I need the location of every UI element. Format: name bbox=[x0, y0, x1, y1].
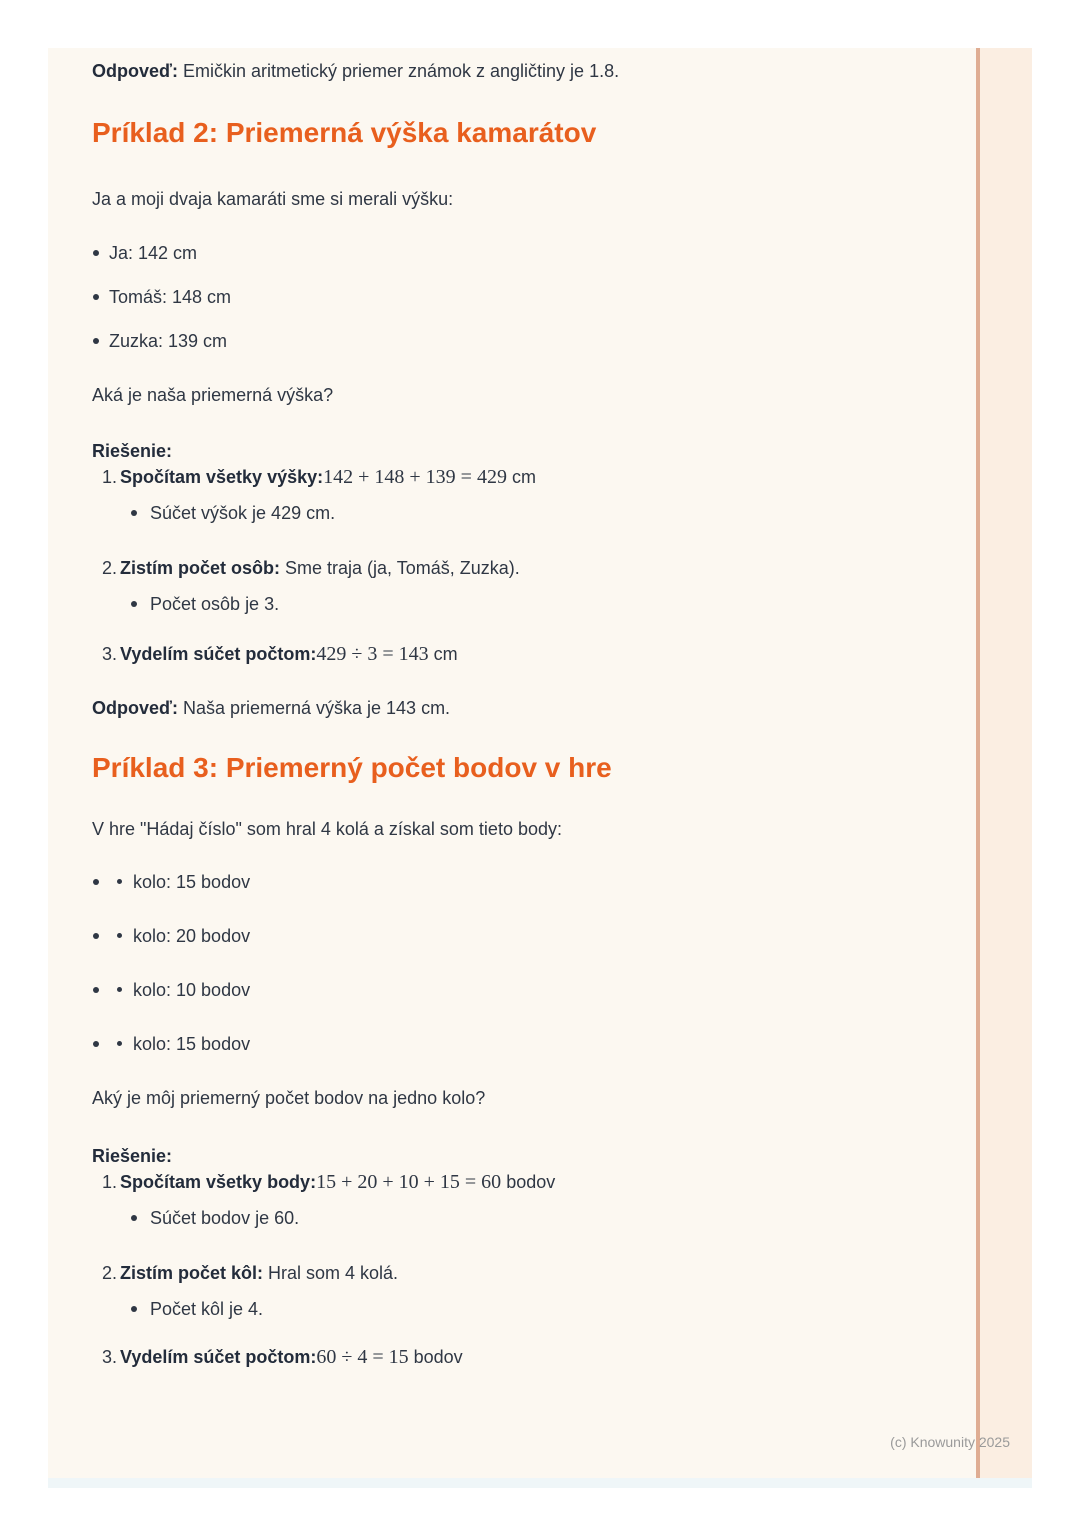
list-item-text: kolo: 15 bodov bbox=[133, 872, 251, 892]
step-number: 1. bbox=[102, 1172, 118, 1192]
step-label: Spočítam všetky body: bbox=[120, 1172, 317, 1192]
step-line bbox=[120, 1260, 962, 1286]
solution-label-text: Riešenie: bbox=[92, 1146, 173, 1166]
solution-step bbox=[102, 641, 962, 667]
step-line bbox=[120, 464, 962, 490]
step-text: Hral som 4 kolá. bbox=[263, 1263, 399, 1283]
step-number: 2. bbox=[102, 1263, 118, 1283]
example2-height-list bbox=[92, 240, 962, 354]
bullet-marker bbox=[93, 879, 99, 885]
list-item bbox=[92, 240, 962, 266]
answer-label: Odpoveď: bbox=[92, 698, 178, 718]
step-body bbox=[120, 1169, 962, 1231]
example2-intro: Ja a moji dvaja kamaráti sme si merali výšku: bbox=[92, 189, 454, 209]
step-math: 15 + 20 + 10 + 15 = 60 bbox=[316, 1171, 502, 1193]
step-note bbox=[131, 1205, 962, 1231]
list-item-text: Tomáš: 148 cm bbox=[109, 287, 232, 307]
example3-question: Aký je môj priemerný počet bodov na jedno kolo? bbox=[92, 1088, 486, 1108]
bullet-marker bbox=[131, 510, 137, 516]
document-page bbox=[48, 48, 1032, 1478]
step-number: 3. bbox=[102, 1347, 118, 1367]
example2-solution-label bbox=[92, 438, 962, 464]
example3-solution-label bbox=[92, 1143, 962, 1169]
step-unit: cm bbox=[428, 644, 458, 664]
solution-step bbox=[102, 1344, 962, 1370]
answer-text: Naša priemerná výška je 143 cm. bbox=[177, 698, 451, 718]
step-label: Zistím počet osôb: bbox=[120, 558, 281, 578]
step-line bbox=[120, 555, 962, 581]
step-unit: bodov bbox=[408, 1347, 463, 1367]
step-label: Spočítam všetky výšky: bbox=[120, 467, 324, 487]
list-item-text: kolo: 20 bodov bbox=[133, 926, 251, 946]
bullet-marker bbox=[131, 1306, 137, 1312]
answer-text: Emičkin aritmetický priemer známok z angličtiny je 1.8. bbox=[177, 61, 620, 81]
step-label: Vydelím súčet počtom: bbox=[120, 644, 317, 664]
bullet-marker bbox=[117, 1041, 122, 1046]
list-item bbox=[92, 284, 962, 310]
document-content bbox=[48, 58, 1032, 1370]
step-note bbox=[131, 500, 962, 526]
bullet-marker bbox=[93, 294, 99, 300]
step-line bbox=[120, 1169, 962, 1195]
example2-heading: Príklad 2: Priemerná výška kamarátov bbox=[92, 117, 597, 148]
step-note-text: Súčet bodov je 60. bbox=[150, 1208, 300, 1228]
list-item-text: Ja: 142 cm bbox=[109, 243, 198, 263]
bullet-marker bbox=[93, 1041, 99, 1047]
step-label: Vydelím súčet počtom: bbox=[120, 1347, 317, 1367]
step-note-text: Počet kôl je 4. bbox=[150, 1299, 264, 1319]
bullet-marker bbox=[93, 250, 99, 256]
step-text: Sme traja (ja, Tomáš, Zuzka). bbox=[280, 558, 520, 578]
step-unit: cm bbox=[506, 467, 536, 487]
bullet-marker bbox=[117, 933, 122, 938]
step-label: Zistím počet kôl: bbox=[120, 1263, 264, 1283]
answer-label: Odpoveď: bbox=[92, 61, 178, 81]
copyright-watermark: (c) Knowunity 2025 bbox=[890, 1434, 1010, 1450]
bullet-marker bbox=[131, 1215, 137, 1221]
example2-steps bbox=[92, 464, 962, 667]
step-unit: bodov bbox=[501, 1172, 556, 1192]
step-note bbox=[131, 1296, 962, 1322]
list-item bbox=[92, 1031, 962, 1057]
example3-intro: V hre "Hádaj číslo" som hral 4 kolá a získal som tieto body: bbox=[92, 819, 562, 839]
step-body bbox=[120, 641, 962, 667]
step-body bbox=[120, 1344, 962, 1370]
example3-steps bbox=[92, 1169, 962, 1370]
step-number: 3. bbox=[102, 644, 118, 664]
step-body bbox=[120, 1260, 962, 1322]
step-number: 1. bbox=[102, 467, 118, 487]
list-item-text: kolo: 15 bodov bbox=[133, 1034, 251, 1054]
page-bottom-edge bbox=[48, 1478, 1032, 1488]
bullet-marker bbox=[93, 338, 99, 344]
step-body bbox=[120, 555, 962, 617]
step-math: 429 ÷ 3 = 143 bbox=[316, 643, 429, 665]
step-math: 60 ÷ 4 = 15 bbox=[316, 1346, 409, 1368]
step-note-text: Súčet výšok je 429 cm. bbox=[150, 503, 336, 523]
bullet-marker bbox=[131, 601, 137, 607]
bullet-marker bbox=[93, 933, 99, 939]
step-line bbox=[120, 641, 962, 667]
solution-step bbox=[102, 1260, 962, 1322]
step-body bbox=[120, 464, 962, 526]
step-line bbox=[120, 1344, 962, 1370]
list-item bbox=[92, 977, 962, 1003]
step-note bbox=[131, 591, 962, 617]
list-item bbox=[92, 923, 962, 949]
list-item bbox=[92, 869, 962, 895]
list-item-text: kolo: 10 bodov bbox=[133, 980, 251, 1000]
example3-points-list bbox=[92, 869, 962, 1057]
bullet-marker bbox=[93, 987, 99, 993]
example3-heading: Príklad 3: Priemerný počet bodov v hre bbox=[92, 752, 612, 783]
bullet-marker bbox=[117, 879, 122, 884]
step-math: 142 + 148 + 139 = 429 bbox=[323, 466, 507, 488]
answer-line-example2 bbox=[92, 695, 962, 721]
list-item-text: Zuzka: 139 cm bbox=[109, 331, 228, 351]
solution-step bbox=[102, 464, 962, 526]
solution-label-text: Riešenie: bbox=[92, 441, 173, 461]
step-number: 2. bbox=[102, 558, 118, 578]
bullet-marker bbox=[117, 987, 122, 992]
answer-line-example1 bbox=[92, 58, 962, 84]
step-note-text: Počet osôb je 3. bbox=[150, 594, 280, 614]
example2-question: Aká je naša priemerná výška? bbox=[92, 385, 334, 405]
solution-step bbox=[102, 1169, 962, 1231]
solution-step bbox=[102, 555, 962, 617]
list-item bbox=[92, 328, 962, 354]
